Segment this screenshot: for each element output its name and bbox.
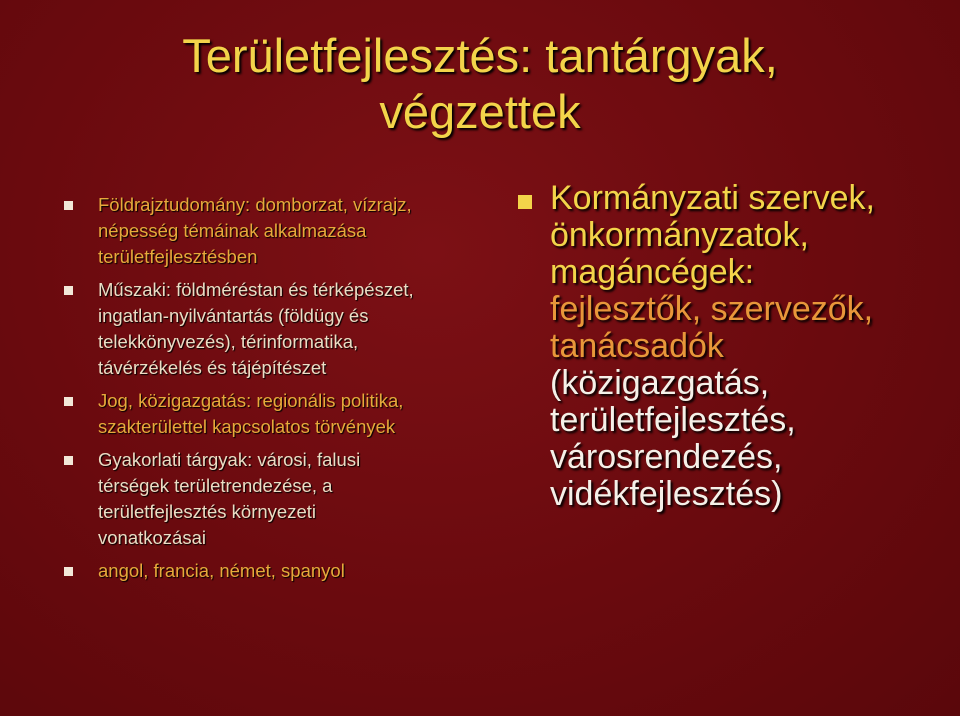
employers-text-line: magáncégek: [550,253,755,291]
employers-list [516,180,936,513]
employers-text-line: (közigazgatás, [550,364,770,402]
employers-text-line: városrendezés, [550,438,783,476]
subject-item-line: angol, francia, német, spanyol [98,560,345,581]
subject-item-line: távérzékelés és tájépítészet [98,357,327,378]
subject-item-line: Gyakorlati tárgyak: városi, falusi [98,449,361,470]
subject-item-line: területfejlesztésben [98,246,258,267]
subject-item-line: Földrajztudomány: domborzat, vízrajz, [98,194,412,215]
subject-item-line: területfejlesztés környezeti [98,501,316,522]
square-bullet-icon [64,397,73,406]
employers-text-line: fejlesztők, szervezők, [550,290,874,328]
employers-text-line: tanácsadók [550,327,724,365]
subject-item [62,388,472,440]
slide-title [40,28,920,140]
subject-item-line: népesség témáinak alkalmazása [98,220,367,241]
employers-text [550,180,936,513]
square-bullet-icon [64,456,73,465]
slide-title-line2: végzettek [379,85,581,138]
subject-item [62,447,472,551]
subject-item-line: Műszaki: földméréstan és térképészet, [98,279,414,300]
subjects-list [62,192,472,591]
subject-item [62,192,472,270]
employers-text-line: önkormányzatok, [550,216,809,254]
slide-title-line1: Területfejlesztés: tantárgyak, [182,29,778,82]
subject-item-line: ingatlan-nyilvántartás (földügy és [98,305,369,326]
subject-item [62,277,472,381]
employers-text-line: Kormányzati szervek, [550,179,875,217]
square-bullet-icon [64,201,73,210]
subject-item-line: térségek területrendezése, a [98,475,333,496]
subject-item [62,558,472,584]
subject-item-line: vonatkozásai [98,527,206,548]
employers-text-line: vidékfejlesztés) [550,475,783,513]
square-bullet-icon [64,567,73,576]
employers-text-line: területfejlesztés, [550,401,796,439]
subject-item-line: telekkönyvezés), térinformatika, [98,331,359,352]
square-bullet-icon [518,195,532,209]
employers-item [516,180,936,513]
subject-item-line: szakterülettel kapcsolatos törvények [98,416,396,437]
subject-item-line: Jog, közigazgatás: regionális politika, [98,390,404,411]
square-bullet-icon [64,286,73,295]
